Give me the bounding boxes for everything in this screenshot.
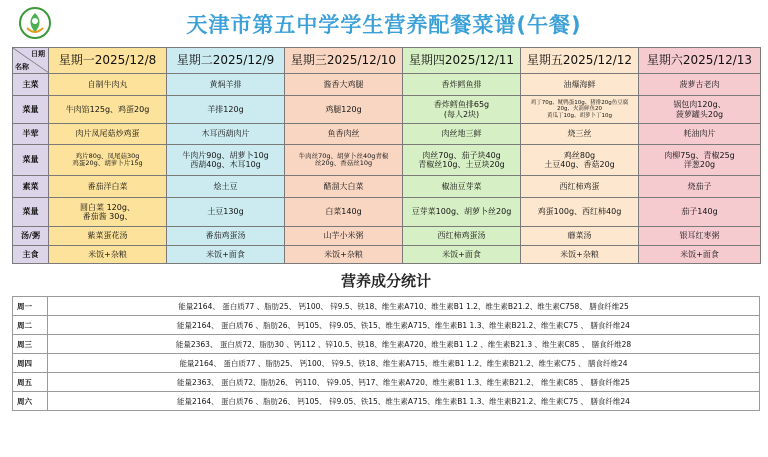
nutrition-values: 能量2363、 蛋白质72、脂肪30 、钙112 、锌10.5、铁18、维生素A720、维生素B1 1.2 、维生素B21.3 、维生素C85 、 膳食纤维28: [48, 335, 760, 354]
dish-cell: 耗油肉片: [639, 124, 761, 145]
dish-cell: 西红柿鸡蛋: [521, 176, 639, 198]
dish-cell: 自制牛肉丸: [49, 74, 167, 96]
table-row: [13, 335, 760, 354]
table-corner-header: [13, 48, 49, 74]
page-title: 天津市第五中学学生营养配餐菜谱(午餐): [186, 13, 582, 37]
quantity-cell: 鸡丁70g、鱿鸭蛋10g、猪排20g鱼豆腐20g、火箭鲜鱼20 黄瓜丁10g、胡萝卜丁10g: [521, 96, 639, 124]
quantity-cell: 牛肉片90g、胡萝卜10g 西葫40g、木耳10g: [167, 145, 285, 176]
row-label: 菜量: [13, 96, 49, 124]
table-row: [13, 176, 761, 198]
table-row: [13, 297, 760, 316]
day-header: 星期三2025/12/10: [285, 48, 403, 74]
quantity-cell: 鸡丝80g 土豆40g、香菇20g: [521, 145, 639, 176]
row-label: 主食: [13, 246, 49, 264]
dish-cell: 香炸鳕鱼排: [403, 74, 521, 96]
dish-cell: 烩土豆: [167, 176, 285, 198]
nutrition-day-label: 周六: [13, 392, 48, 411]
nutrition-values: 能量2164、 蛋白质76 、脂肪26、 钙105、 锌9.05、铁15、维生素A715、维生素B1 1.3、维生素B21.2、维生素C75 、 膳食纤维24: [48, 392, 760, 411]
nutrition-day-label: 周一: [13, 297, 48, 316]
quantity-cell: 圆白菜 120g、 番茄酱 30g、: [49, 198, 167, 227]
row-label: 菜量: [13, 198, 49, 227]
quantity-cell: 鸡腿120g: [285, 96, 403, 124]
table-row: [13, 373, 760, 392]
row-label: 半荤: [13, 124, 49, 145]
dish-cell: 烧三丝: [521, 124, 639, 145]
menu-table: [12, 47, 761, 264]
dish-cell: 米饭+面食: [403, 246, 521, 264]
table-row: [13, 227, 761, 246]
day-header: 星期四2025/12/11: [403, 48, 521, 74]
quantity-cell: 香炸鳕鱼排65g (每人2块): [403, 96, 521, 124]
dish-cell: 米饭+杂粮: [49, 246, 167, 264]
quantity-cell: 土豆130g: [167, 198, 285, 227]
quantity-cell: 白菜140g: [285, 198, 403, 227]
dish-cell: 米饭+面食: [167, 246, 285, 264]
row-label: 汤/粥: [13, 227, 49, 246]
table-row: [13, 392, 760, 411]
nutrition-day-label: 周二: [13, 316, 48, 335]
nutrition-day-label: 周三: [13, 335, 48, 354]
dish-cell: 椒油豆芽菜: [403, 176, 521, 198]
row-label: 菜量: [13, 145, 49, 176]
dish-cell: 肉片凤尾菇炒鸡蛋: [49, 124, 167, 145]
table-row: [13, 74, 761, 96]
dish-cell: 米饭+杂粮: [521, 246, 639, 264]
quantity-cell: 鸡片80g、凤尾菇30g 鸡蛋20g、胡萝卜片15g: [49, 145, 167, 176]
dish-cell: 鱼香肉丝: [285, 124, 403, 145]
dish-cell: 黄焖羊排: [167, 74, 285, 96]
dish-cell: 米饭+杂粮: [285, 246, 403, 264]
nutrition-values: 能量2164、 蛋白质76 、脂肪26、 钙105、 锌9.05、铁15、维生素A715、维生素B1 1.3、维生素B21.2、维生素C75 、 膳食纤维24: [48, 316, 760, 335]
dish-cell: 紫菜蛋花汤: [49, 227, 167, 246]
header: [0, 0, 768, 44]
quantity-cell: 羊排120g: [167, 96, 285, 124]
nutrition-day-label: 周五: [13, 373, 48, 392]
day-header: 星期二2025/12/9: [167, 48, 285, 74]
quantity-cell: 锅包肉120g、 菠萝罐头20g: [639, 96, 761, 124]
quantity-cell: 肉柳75g、青椒25g 洋葱20g: [639, 145, 761, 176]
nutrition-title: 营养成分统计: [340, 272, 431, 290]
dish-cell: 酱香大鸡腿: [285, 74, 403, 96]
quantity-cell: 牛肉丝70g、胡萝卜丝40g青椒 丝20g、香菇丝10g: [285, 145, 403, 176]
dish-cell: 银耳红枣粥: [639, 227, 761, 246]
day-header: 星期五2025/12/12: [521, 48, 639, 74]
dish-cell: 肉丝地三鲜: [403, 124, 521, 145]
dish-cell: 油爆海鲜: [521, 74, 639, 96]
nutrition-values: 能量2164、 蛋白质77 、脂肪25、 钙100、 锌9.5、铁18、维生素A715、维生素B1 1.2、维生素B21.2、维生素C75 、 膳食纤维24: [48, 354, 760, 373]
day-header: 星期一2025/12/8: [49, 48, 167, 74]
table-row: [13, 354, 760, 373]
dish-cell: 米饭+面食: [639, 246, 761, 264]
nutrition-values: 能量2164、 蛋白质77 、脂肪25、 钙100、 锌9.5、铁18、维生素A710、维生素B1 1.2、维生素B21.2、维生素C758、 膳食纤维25: [48, 297, 760, 316]
dish-cell: 醋溜大白菜: [285, 176, 403, 198]
quantity-cell: 肉丝70g、茄子块40g 青椒丝10g、土豆块20g: [403, 145, 521, 176]
quantity-cell: 牛肉馅125g、鸡蛋20g: [49, 96, 167, 124]
dish-cell: 菠萝古老肉: [639, 74, 761, 96]
table-row: [13, 246, 761, 264]
nutrition-table: [12, 296, 760, 411]
row-label: 主菜: [13, 74, 49, 96]
day-header: 星期六2025/12/13: [639, 48, 761, 74]
dish-cell: 番茄洋白菜: [49, 176, 167, 198]
table-row: [13, 124, 761, 145]
quantity-cell: 豆芽菜100g、胡萝卜丝20g: [403, 198, 521, 227]
table-row: [13, 198, 761, 227]
dish-cell: 番茄鸡蛋汤: [167, 227, 285, 246]
row-label: 素菜: [13, 176, 49, 198]
corner-date-label: 日期: [31, 50, 45, 58]
dish-cell: 西红柿鸡蛋汤: [403, 227, 521, 246]
table-row: [13, 316, 760, 335]
nutrition-day-label: 周四: [13, 354, 48, 373]
table-row: [13, 96, 761, 124]
quantity-cell: 茄子140g: [639, 198, 761, 227]
corner-name-label: 名称: [15, 62, 29, 71]
dish-cell: 蘑菜汤: [521, 227, 639, 246]
dish-cell: 山芋小米粥: [285, 227, 403, 246]
dish-cell: 烧茄子: [639, 176, 761, 198]
dish-cell: 木耳西葫肉片: [167, 124, 285, 145]
quantity-cell: 鸡蛋100g、西红柿40g: [521, 198, 639, 227]
nutrition-values: 能量2363、 蛋白质72、脂肪26、 钙110、 锌9.05、钙17、维生素A720、维生素B1 1.3、维生素B21.2、 维生素C85 、 膳食纤维25: [48, 373, 760, 392]
table-row: [13, 145, 761, 176]
